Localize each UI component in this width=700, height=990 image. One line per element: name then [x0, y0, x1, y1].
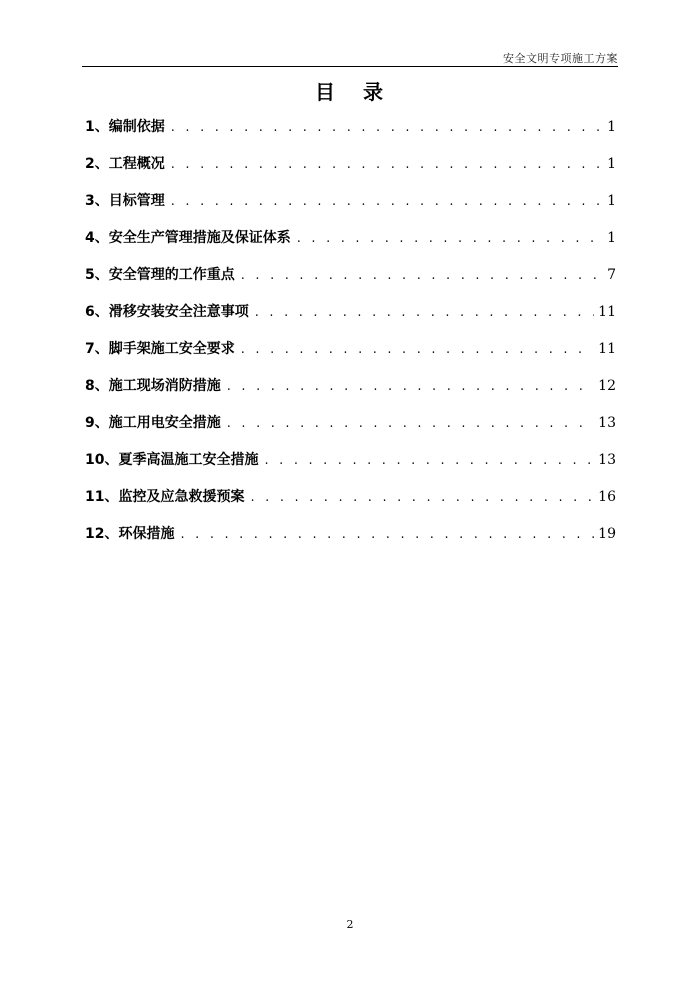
header-rule — [82, 66, 618, 67]
toc-entry-page: 11 — [598, 341, 616, 357]
toc-entry-label: 3、目标管理 — [85, 193, 165, 209]
toc-entry[interactable] — [85, 190, 616, 227]
toc-leader-dots — [297, 228, 600, 250]
toc-entry-label: 11、监控及应急救援预案 — [85, 489, 245, 505]
toc-leader-dots — [227, 413, 594, 435]
toc-list — [85, 116, 616, 560]
toc-entry[interactable] — [85, 375, 616, 412]
toc-leader-dots — [171, 154, 600, 176]
toc-entry-page: 1 — [607, 119, 616, 135]
toc-entry-page: 1 — [607, 230, 616, 246]
toc-entry-page: 12 — [598, 378, 616, 394]
toc-entry[interactable] — [85, 227, 616, 264]
toc-leader-dots — [241, 265, 600, 287]
running-header: 安全文明专项施工方案 — [503, 52, 618, 65]
toc-entry-page: 13 — [598, 415, 616, 431]
toc-entry-page: 1 — [607, 193, 616, 209]
toc-title-right: 录 — [363, 80, 385, 104]
toc-entry-page: 7 — [607, 267, 616, 283]
toc-leader-dots — [171, 191, 600, 213]
toc-entry-label: 8、施工现场消防措施 — [85, 378, 221, 394]
toc-title-left: 目 — [315, 80, 337, 104]
toc-entry-label: 6、滑移安装安全注意事项 — [85, 304, 249, 320]
toc-entry[interactable] — [85, 523, 616, 560]
toc-entry[interactable] — [85, 153, 616, 190]
toc-title — [0, 76, 700, 105]
toc-leader-dots — [180, 524, 594, 546]
toc-entry[interactable] — [85, 412, 616, 449]
toc-entry-page: 16 — [598, 489, 616, 505]
toc-entry-label: 4、安全生产管理措施及保证体系 — [85, 230, 291, 246]
toc-leader-dots — [227, 376, 594, 398]
toc-leader-dots — [241, 339, 594, 361]
toc-entry-label: 12、环保措施 — [85, 526, 175, 542]
toc-entry-page: 11 — [598, 304, 616, 320]
toc-entry-label: 9、施工用电安全措施 — [85, 415, 221, 431]
toc-entry-label: 5、安全管理的工作重点 — [85, 267, 235, 283]
toc-entry[interactable] — [85, 449, 616, 486]
toc-entry-label: 1、编制依据 — [85, 119, 165, 135]
toc-entry[interactable] — [85, 338, 616, 375]
toc-entry[interactable] — [85, 116, 616, 153]
toc-entry-page: 19 — [598, 526, 616, 542]
toc-leader-dots — [171, 117, 600, 139]
toc-entry-label: 7、脚手架施工安全要求 — [85, 341, 235, 357]
toc-entry-page: 13 — [598, 452, 616, 468]
page-number: 2 — [346, 918, 354, 931]
toc-entry[interactable] — [85, 264, 616, 301]
toc-leader-dots — [250, 487, 594, 509]
toc-leader-dots — [264, 450, 594, 472]
toc-entry-label: 10、夏季高温施工安全措施 — [85, 452, 259, 468]
toc-entry[interactable] — [85, 486, 616, 523]
toc-entry-page: 1 — [607, 156, 616, 172]
toc-entry[interactable] — [85, 301, 616, 338]
toc-leader-dots — [255, 302, 594, 324]
toc-entry-label: 2、工程概况 — [85, 156, 165, 172]
